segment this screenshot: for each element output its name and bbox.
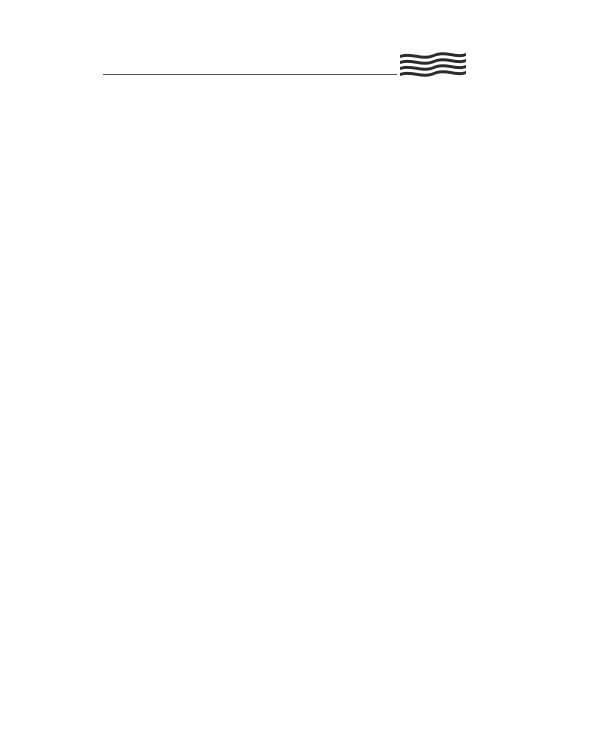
striped-ribbon-icon [398, 49, 468, 79]
header-rule [103, 74, 397, 75]
